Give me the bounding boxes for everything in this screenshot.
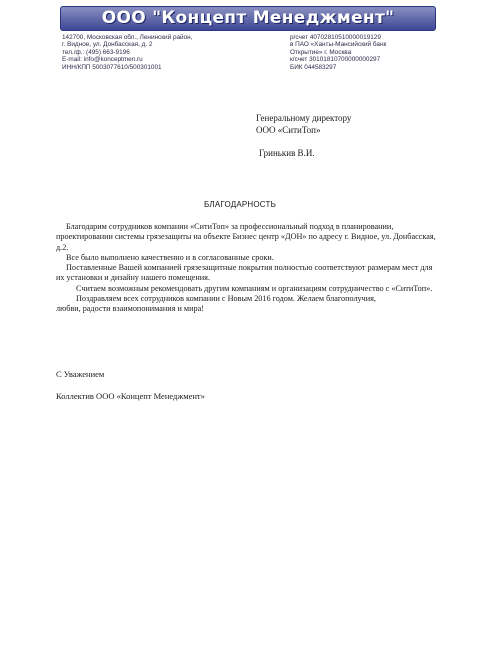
body-paragraph: Поставленные Вашей компанией грязезащитные покрытия полностью соответствуют размерам мест для их установки и дизайну нашего помещения. [56,263,433,283]
bank-line: БИК 044583297 [290,63,337,71]
company-contacts [62,34,193,71]
closing-phrase: С Уважением [56,369,105,379]
bank-line: к/счет 30101810700000000297 [290,56,381,64]
body-paragraph: Благодарим сотрудников компании «СитиТоп» за профессиональный подход в планировании, проектировании системы грязезащиты на объекте Бизнес центр «ДОН» по адресу г. Видное, ул. Донбасская, д.2. [56,222,436,252]
letter-body [56,222,441,315]
signature-line: Коллектив ООО «Концепт Менеджмент» [56,391,205,401]
body-paragraph: Все было выполнено качественно и в согласованные сроки. [66,252,274,262]
bank-line: р/счет 40702810510000019129 [290,34,381,41]
bank-line: в ПАО «Ханты-Мансийский банк [290,41,387,49]
bank-line: Открытие» г. Москва [290,48,352,56]
body-paragraph: Поздравляем всех сотрудников компании с Новым 2016 годом. Желаем благополучия, [76,294,376,304]
body-paragraph: Считаем возможным рекомендовать другим компаниям и организациям сотрудничество с «СитиТоп». [76,283,433,293]
contact-line: E-mail: info@konceptmen.ru [62,56,143,64]
addressee-company: ООО «СитиТоп» [256,124,321,135]
contact-line: 142700, Московская обл., Ленинский район, [62,34,193,41]
addressee-position: Генеральному директору [256,113,352,123]
addressee-name: Гринькив В.И. [259,148,315,158]
contact-line: г. Видное, ул. Донбасская, д. 2 [62,41,153,49]
bank-details [290,34,386,71]
company-logo-text: ООО "Концепт Менеджмент" [101,8,395,28]
contact-line: тел./ф.: (495) 663-9196 [62,48,130,56]
body-paragraph: любви, радости взаимопонимания и мира! [56,304,204,314]
contact-line: ИНН/КПП 5003077610/500301001 [62,63,162,71]
addressee-block [256,113,351,136]
company-logo [60,6,436,31]
letter-title: БЛАГОДАРНОСТЬ [203,200,277,209]
